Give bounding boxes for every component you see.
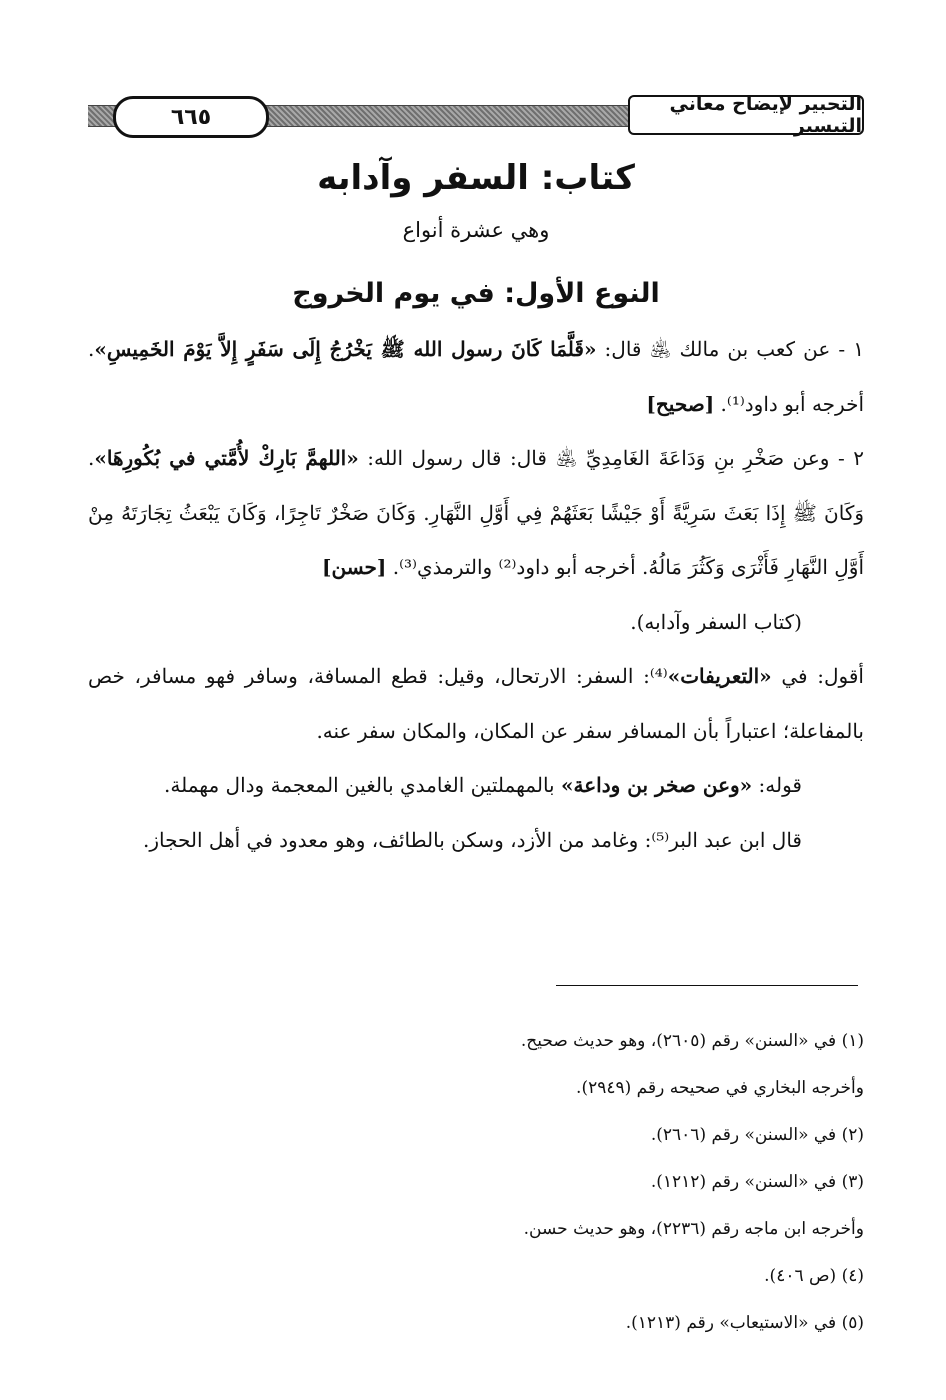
section-title: النوع الأول: في يوم الخروج <box>292 278 660 309</box>
chapter-subtitle: وهي عشرة أنواع <box>402 218 550 242</box>
hadith-2-grade: [حسن] <box>322 555 387 579</box>
hadith-1-intro: ١ - عن كعب بن مالك ﵁ قال: <box>596 337 864 361</box>
commentary-2-prefix: قوله: <box>752 773 802 797</box>
footnote-line: (٢) في «السنن» رقم (٢٦٠٦). <box>650 1125 864 1145</box>
footnote-line: وأخرجه ابن ماجه رقم (٢٢٣٦)، وهو حديث حسن. <box>523 1219 864 1239</box>
footnotes <box>88 1018 864 1347</box>
footnote-line: (٥) في «الاستيعاب» رقم (١٢١٣). <box>625 1313 864 1333</box>
commentary-paragraph-1 <box>88 649 864 758</box>
section-reference: (كتاب السفر وآدابه). <box>630 609 802 634</box>
hadith-1-source: . أخرجه أبو داود⁽¹⁾. <box>88 337 864 416</box>
hadith-2-rest: . وَكَانَ ﷺ إِذَا بَعَثَ سَرِيَّةً أَوْ جَيْشًا بَعَثَهُمْ فِي أَوَّلِ النَّهَارِ. وَكَانَ صَخْرٌ تَاجِرًا، وَكَانَ يَبْعَثُ تِجَارَتَهُ مِنْ أَوَّلِ النَّهَارِ فَأَثْرَى وَكَثُرَ مَالُهُ. أخرجه أبو داود⁽²⁾ والترمذي⁽³⁾. <box>88 446 865 579</box>
hadith-1-matn: «قَلَّمَا كَانَ رسول الله ﷺ يَخْرُجُ إِلَى سَفَرٍ إِلاَّ يَوْمَ الخَمِيسِ» <box>94 337 597 361</box>
footnote-line: (٣) في «السنن» رقم (١٢١٢). <box>650 1172 864 1192</box>
commentary-paragraph-2 <box>88 758 864 813</box>
page-header <box>88 95 864 137</box>
main-text <box>88 322 864 867</box>
footnote-line: (٤) (ص ٤٠٦). <box>764 1266 864 1286</box>
commentary-2-rest: بالمهملتين الغامدي بالغين المعجمة ودال مهملة. <box>164 773 561 797</box>
commentary-1-prefix: أقول: في <box>771 664 864 688</box>
footnote-line: (١) في «السنن» رقم (٢٦٠٥)، وهو حديث صحيح. <box>520 1031 864 1051</box>
commentary-1-bold: «التعريفات» <box>667 664 772 688</box>
chapter-title: كتاب: السفر وآدابه <box>317 158 635 198</box>
hadith-1 <box>88 322 864 431</box>
commentary-1-rest: ⁽⁴⁾: السفر: الارتحال، وقيل: قطع المسافة، وسافر فهو مسافر، خص بالمفاعلة؛ اعتباراً بأن المسافر سفر عن المكان، والمكان سفر عنه. <box>88 664 864 743</box>
hadith-2-matn: «اللهمَّ بَارِكْ لأُمَّتي في بُكُورِهَا» <box>94 446 359 470</box>
commentary-2-bold: «وعن صخر بن وداعة» <box>560 773 753 797</box>
hadith-2 <box>88 431 864 595</box>
commentary-paragraph-3: قال ابن عبد البر⁽⁵⁾: وغامد من الأزد، وسكن بالطائف، وهو معدود في أهل الحجاز. <box>142 827 802 852</box>
footnote-line: وأخرجه البخاري في صحيحه رقم (٢٩٤٩). <box>576 1078 864 1098</box>
page-number: ٦٦٥ <box>113 96 269 138</box>
running-book-title: التحبير لإيضاح معاني التيسير <box>628 95 864 135</box>
footnote-separator <box>556 985 858 986</box>
hadith-2-intro: ٢ - وعن صَخْرِ بنِ وَدَاعَةَ الغَامِدِيِّ ﵁ قال: قال رسول الله: <box>358 446 864 470</box>
hadith-1-grade: [صحيح] <box>646 391 715 416</box>
